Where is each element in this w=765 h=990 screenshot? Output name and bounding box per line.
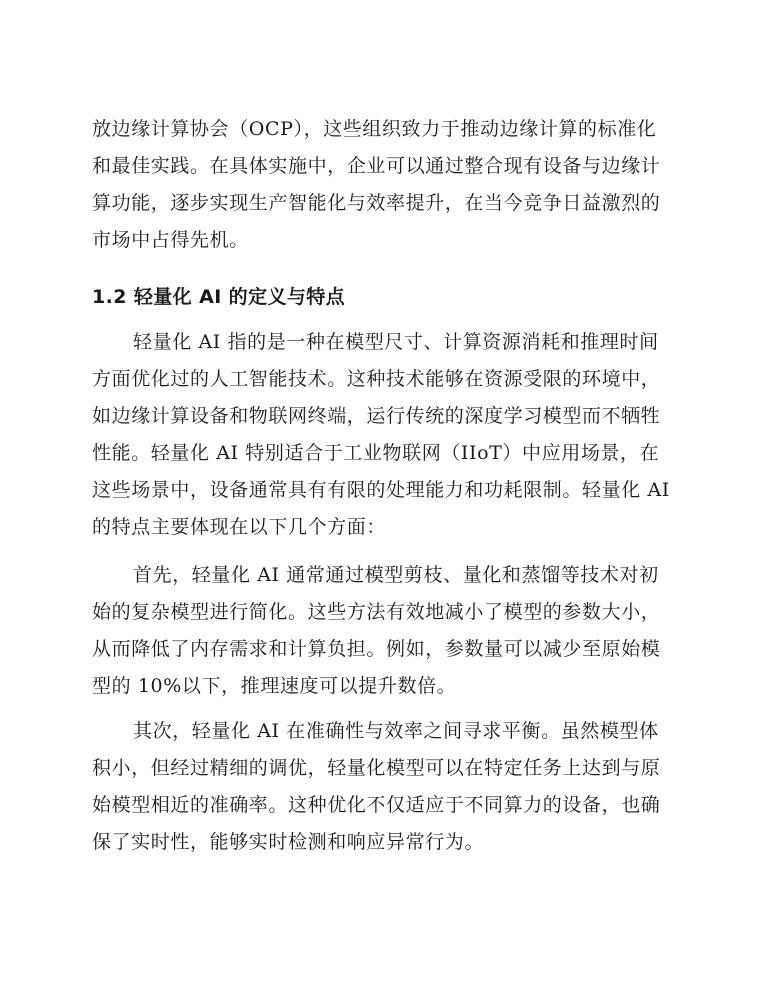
paragraph-line: 的特点主要体现在以下几个方面： [92, 516, 387, 538]
paragraph-line: 始模型相近的准确率。这种优化不仅适应于不同算力的设备，也确 [92, 794, 661, 816]
paragraph-line: 首先，轻量化 AI 通常通过模型剪枝、量化和蒸馏等技术对初 [133, 564, 659, 586]
paragraph-line: 方面优化过的人工智能技术。这种技术能够在资源受限的环境中， [92, 368, 661, 390]
paragraph-line: 其次，轻量化 AI 在准确性与效率之间寻求平衡。虽然模型体 [133, 720, 659, 742]
paragraph-line: 积小，但经过精细的调优，轻量化模型可以在特定任务上达到与原 [92, 757, 661, 779]
paragraph-line: 始的复杂模型进行简化。这些方法有效地减小了模型的参数大小， [92, 601, 661, 623]
paragraph-line: 型的 10%以下，推理速度可以提升数倍。 [92, 675, 457, 697]
paragraph-line: 和最佳实践。在具体实施中，企业可以通过整合现有设备与边缘计 [92, 155, 661, 177]
paragraph-line: 如边缘计算设备和物联网终端，运行传统的深度学习模型而不牺牲 [92, 405, 661, 427]
paragraph-line: 这些场景中，设备通常具有有限的处理能力和功耗限制。轻量化 AI [92, 479, 670, 501]
paragraph-line: 算功能，逐步实现生产智能化与效率提升，在当今竞争日益激烈的 [92, 192, 661, 214]
paragraph-line: 从而降低了内存需求和计算负担。例如，参数量可以减少至原始模 [92, 638, 661, 660]
paragraph-line: 性能。轻量化 AI 特别适合于工业物联网（IIoT）中应用场景，在 [92, 442, 660, 464]
paragraph-line: 放边缘计算协会（OCP），这些组织致力于推动边缘计算的标准化 [92, 118, 657, 140]
paragraph-line: 保了实时性，能够实时检测和响应异常行为。 [92, 831, 485, 853]
section-heading: 1.2 轻量化 AI 的定义与特点 [92, 286, 346, 308]
paragraph-line: 市场中占得先机。 [92, 229, 249, 251]
paragraph-line: 轻量化 AI 指的是一种在模型尺寸、计算资源消耗和推理时间 [133, 331, 659, 353]
